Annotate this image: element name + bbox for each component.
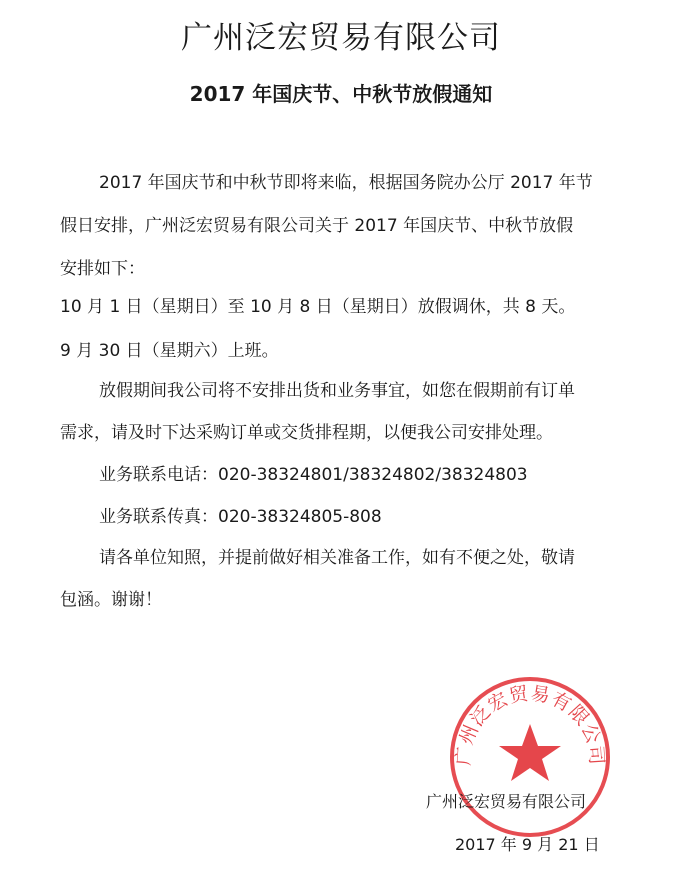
notice-title: 2017 年国庆节、中秋节放假通知 (189, 82, 493, 106)
signature-company: 广州泛宏贸易有限公司 (426, 792, 587, 811)
holiday-line: 10 月 1 日（星期日）至 10 月 8 日（星期日）放假调休，共 8 天。 (60, 297, 576, 317)
company-seal (445, 672, 615, 842)
paragraph-2-line-2: 需求，请及时下达采购订单或交货排程期，以便我公司安排处理。 (60, 423, 553, 443)
paragraph-1-line-3: 安排如下： (60, 259, 145, 279)
phone-line: 业务联系电话：020-38324801/38324802/38324803 (99, 465, 528, 485)
seal-star-icon (499, 724, 561, 781)
fax-line: 业务联系传真：020-38324805-808 (99, 507, 382, 527)
paragraph-1-line-2: 假日安排，广州泛宏贸易有限公司关于 2017 年国庆节、中秋节放假 (60, 216, 574, 236)
paragraph-1-line-1: 2017 年国庆节和中秋节即将来临，根据国务院办公厅 2017 年节 (99, 173, 593, 193)
paragraph-3-line-1: 请各单位知照，并提前做好相关准备工作，如有不便之处，敬请 (99, 548, 575, 568)
paragraph-2-line-1: 放假期间我公司将不安排出货和业务事宜，如您在假期前有订单 (99, 381, 575, 401)
company-title: 广州泛宏贸易有限公司 (181, 20, 501, 56)
paragraph-3-line-2: 包涵。谢谢！ (60, 590, 162, 610)
signature-date: 2017 年 9 月 21 日 (455, 835, 600, 854)
seal-text: 广州泛宏贸易有限公司 (452, 682, 608, 767)
workday-line: 9 月 30 日（星期六）上班。 (60, 341, 279, 361)
